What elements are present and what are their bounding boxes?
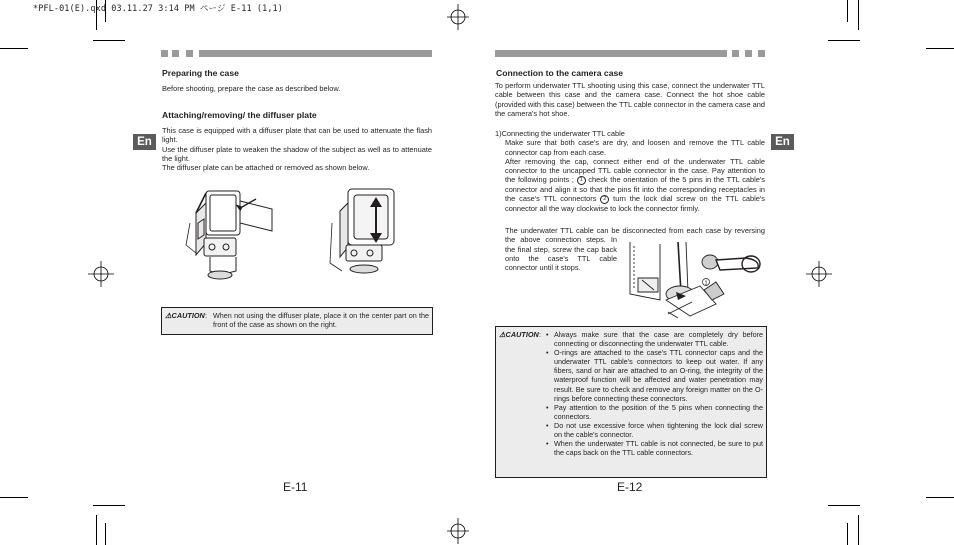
registration-mark-right	[806, 261, 832, 287]
step1-paragraph-2: After removing the cap, connect either end of the underwater TTL cable connector to the uncapped TTL cable connector in the case. Pay attention to the following points ; 1 check the orientation of the 5 pins in the TTL cable's connector and align it so that the pins fit into the corresponding receptacles in the case's TTL connectors 2 turn the lock dial screw on the TTL cable's connector all the way clockwise to lock the connector firmly.	[505, 156, 765, 213]
caution-separator: :	[205, 311, 207, 320]
caution-bullet: • Always make sure that the case are completely dry before connecting or disconnecting the underwater TTL cable.	[546, 330, 763, 348]
diffuser-attach-illustration	[176, 183, 276, 283]
file-info-header: *PFL-01(E).qxd 03.11.27 3:14 PM ページ E-11 (1,1)	[33, 4, 283, 14]
caution-box-right	[495, 326, 767, 478]
caution-label-right: ⚠CAUTION	[499, 330, 539, 339]
caution-bullet-list	[546, 330, 763, 457]
attaching-paragraph-2: Use the diffuser plate to weaken the shadow of the subject as well as to attenuate the light.	[162, 144, 432, 163]
registration-mark-left	[88, 261, 114, 287]
step1-paragraph-3: The underwater TTL cable can be disconnected from each case by reversing the above connection steps. In the final step, screw the cap back onto the case's TTL cable connector until it stops.	[505, 226, 765, 273]
caution-separator-right: :	[539, 330, 541, 339]
page-number-left: E-11	[283, 480, 308, 494]
diffuser-center-illustration	[324, 183, 424, 283]
preparing-heading: Preparing the case	[162, 68, 239, 78]
step1-title: 1)Connecting the underwater TTL cable	[495, 129, 625, 138]
attaching-body	[162, 126, 432, 172]
caution-label-left: ⚠CAUTION	[165, 311, 205, 320]
caution-box-left	[161, 307, 433, 335]
circled-number-1: 1	[577, 176, 586, 185]
caution-bullet: • Pay attention to the position of the 5 pins when connecting the connectors.	[546, 403, 763, 421]
attaching-paragraph-3: The diffuser plate can be attached or removed as shown below.	[162, 163, 370, 173]
language-tab-left: En	[133, 134, 156, 150]
attaching-heading: Attaching/removing/ the diffuser plate	[162, 110, 317, 120]
language-tab-right: En	[771, 134, 794, 150]
caution-bullet: • O-rings are attached to the case's TTL connector caps and the underwater TTL cable's connectors to keep out water. If any fibers, sand or hair are attached to an O-ring, the integrity of the waterproof function will be affected and water penetration may result. Be sure to check and remove any foreign matter on the O-rings before connecting these connectors.	[546, 348, 763, 403]
callout-1-label: 1	[704, 280, 708, 287]
preparing-text: Before shooting, prepare the case as described below.	[162, 84, 341, 93]
attaching-paragraph-1: This case is equipped with a diffuser plate that can be used to attenuate the flash light.	[162, 126, 432, 145]
ttl-cable-illustration	[620, 238, 766, 320]
caution-bullet: • Do not use excessive force when tightening the lock dial screw on the cable's connector.	[546, 421, 763, 439]
registration-mark-bottom	[447, 518, 469, 544]
page-number-right: E-12	[617, 480, 643, 494]
caution-bullet: • When the underwater TTL cable is not connected, be sure to put the caps back on the TTL cable connectors.	[546, 439, 763, 457]
circled-number-2: 2	[600, 195, 609, 204]
step1-paragraph-1: Make sure that both case's are dry, and loosen and remove the TTL cable connector cap from each case.	[505, 138, 765, 157]
connection-heading: Connection to the camera case	[496, 68, 624, 78]
connection-text: To perform underwater TTL shooting using this case, connect the underwater TTL cable between this case and the camera case. Connect the hot shoe cable (provided with this case) between the TTL cable connector in the camera case and the camera's hot shoe.	[495, 81, 765, 118]
warning-triangle-icon: ⚠	[499, 330, 506, 339]
warning-triangle-icon: ⚠	[165, 311, 172, 320]
caution-text-left: When not using the diffuser plate, place it on the center part on the front of the case as shown on the right.	[213, 311, 429, 330]
registration-mark-top	[447, 4, 469, 30]
step1-block	[495, 129, 765, 213]
